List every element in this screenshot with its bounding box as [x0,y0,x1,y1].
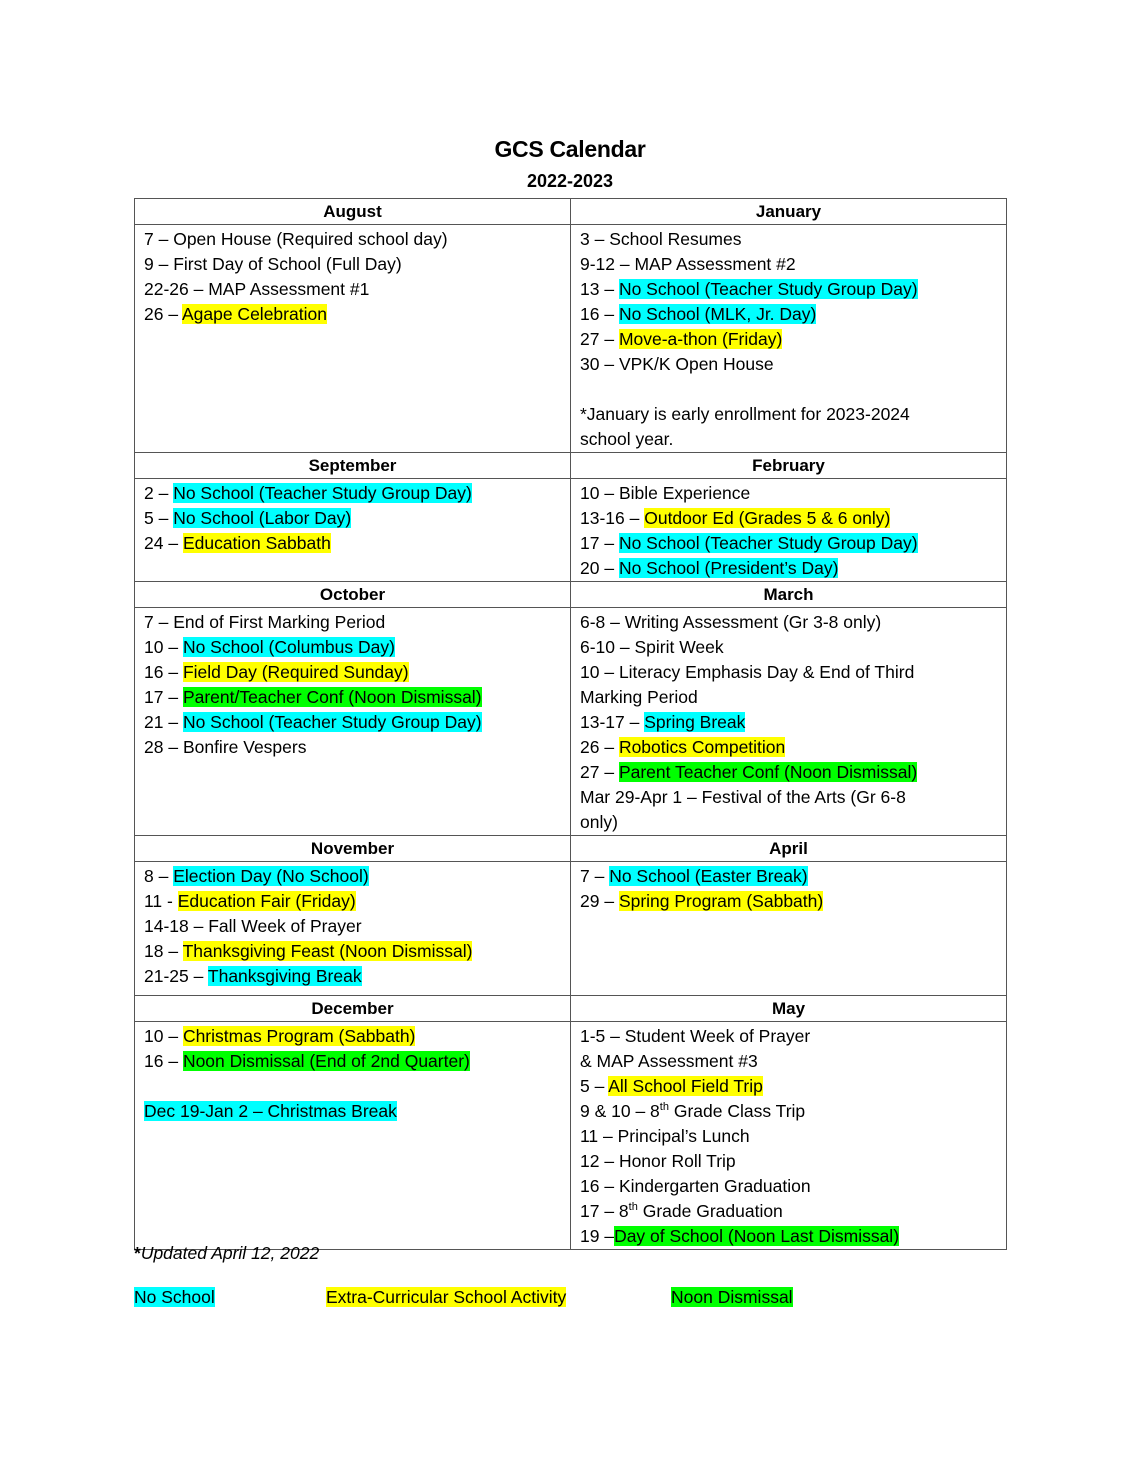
event-date: 21 – [144,712,183,732]
legend-noon-dismissal-label: Noon Dismissal [671,1287,793,1307]
event-date: 7 – [580,866,610,886]
event-description: Kindergarten Graduation [618,1176,811,1196]
event-date: 14-18 – [144,916,209,936]
event-item [580,610,1006,635]
calendar-table [134,198,1007,1250]
event-date: 16 – [580,1176,619,1196]
event-date: 7 – [144,229,174,249]
event-date: 11 – [580,1126,618,1146]
event-item [144,227,570,252]
event-description: Day of School (Noon Last Dismissal) [614,1226,900,1246]
event-item [580,252,1006,277]
month-heading-november: November [135,836,571,862]
event-date: 20 – [580,558,619,578]
event-item [144,939,570,964]
blank-line [144,1074,570,1099]
event-date: 10 – [144,1026,183,1046]
event-date: 3 – [580,229,610,249]
events-december [135,1022,571,1250]
event-description: No School (Easter Break) [609,866,808,886]
event-description: Noon Dismissal (End of 2nd Quarter) [182,1051,470,1071]
event-description: Festival of the Arts (Gr 6-8 [701,787,906,807]
month-events-row [135,225,1007,453]
event-date: 26 – [580,737,619,757]
event-date: 18 – [144,941,183,961]
event-item [144,252,570,277]
event-date: 29 – [580,891,619,911]
event-description: All School Field Trip [608,1076,763,1096]
event-item [144,914,570,939]
legend-noon-dismissal [671,1285,793,1309]
event-date: 30 – [580,354,619,374]
event-description: Christmas Program (Sabbath) [182,1026,416,1046]
event-date: 16 – [580,304,619,324]
event-date: 8 – [144,866,174,886]
event-description: Marking Period [580,687,698,707]
event-date: Mar 29-Apr 1 – [580,787,702,807]
document-title: GCS Calendar [494,136,646,162]
event-description: Grade Class Trip [668,1101,806,1121]
events-september [135,479,571,582]
month-header-row [135,836,1007,862]
event-item [580,735,1006,760]
event-item [580,556,1006,581]
event-date: 10 – [144,637,183,657]
event-date: 24 – [144,533,183,553]
event-item [580,1174,1006,1199]
event-description: Bible Experience [618,483,751,503]
event-description: Bonfire Vespers [182,737,307,757]
event-description: Robotics Competition [618,737,786,757]
event-description: Field Day (Required Sunday) [182,662,409,682]
month-events-row [135,1022,1007,1250]
event-item [580,810,1006,835]
event-item [144,481,570,506]
event-date: 2 – [144,483,174,503]
event-date: 22-26 – [144,279,209,299]
event-description: No School (Labor Day) [173,508,352,528]
event-item [580,531,1006,556]
event-item [580,302,1006,327]
month-heading-april: April [571,836,1007,862]
event-item [144,889,570,914]
event-date: 17 – 8 [580,1201,629,1221]
event-item [144,506,570,531]
event-description: No School (Teacher Study Group Day) [182,712,482,732]
events-november [135,862,571,996]
events-february [571,479,1007,582]
event-description: No School (MLK, Jr. Day) [618,304,817,324]
month-events-row [135,862,1007,996]
legend-extra-curricular [326,1285,566,1309]
event-item [144,1024,570,1049]
event-item [144,531,570,556]
month-heading-january: January [571,199,1007,225]
ordinal-suffix: th [628,1201,638,1214]
events-march [571,608,1007,836]
month-events-row [135,608,1007,836]
event-item [580,1074,1006,1099]
event-description: Election Day (No School) [173,866,369,886]
event-description: End of First Marking Period [173,612,386,632]
event-item [144,710,570,735]
month-heading-december: December [135,996,571,1022]
event-description: MAP Assessment #1 [208,279,370,299]
event-item [144,660,570,685]
events-august [135,225,571,453]
event-date: 9 – [144,254,174,274]
event-item [580,327,1006,352]
event-item [144,685,570,710]
event-item [580,889,1006,914]
event-description: Education Fair (Friday) [177,891,356,911]
event-item [144,1099,570,1124]
event-date: 6-10 – [580,637,635,657]
event-description: School Resumes [609,229,742,249]
event-date: 27 – [580,762,619,782]
event-description: Dec 19-Jan 2 – Christmas Break [144,1101,397,1121]
event-description: No School (Teacher Study Group Day) [618,533,918,553]
event-item [144,635,570,660]
event-description: Spring Program (Sabbath) [618,891,824,911]
events-january [571,225,1007,453]
event-item [144,735,570,760]
event-description: only) [580,812,618,832]
month-heading-august: August [135,199,571,225]
event-date: 13 – [580,279,619,299]
event-date: 28 – [144,737,183,757]
event-date: 21-25 – [144,966,208,986]
event-item [144,277,570,302]
event-date: 16 – [144,662,183,682]
month-header-row [135,453,1007,479]
event-item [580,352,1006,377]
event-date: 9-12 – [580,254,635,274]
event-description: Literacy Emphasis Day & End of Third [618,662,915,682]
event-item [580,277,1006,302]
month-heading-march: March [571,582,1007,608]
month-events-row [135,479,1007,582]
event-date: 7 – [144,612,174,632]
event-item [580,785,1006,810]
event-date: 26 – [144,304,182,324]
month-heading-september: September [135,453,571,479]
event-date: 17 – [580,533,619,553]
event-item [580,1049,1006,1074]
event-description: Move-a-thon (Friday) [618,329,783,349]
legend-no-school [134,1285,215,1309]
event-item [580,506,1006,531]
event-description: MAP Assessment #2 [634,254,796,274]
event-date: 9 & 10 – 8 [580,1101,660,1121]
event-description: Parent Teacher Conf (Noon Dismissal) [618,762,918,782]
event-description: Open House (Required school day) [173,229,448,249]
event-description: VPK/K Open House [618,354,774,374]
event-description: *January is early enrollment for 2023-2024 [580,404,910,424]
event-item [580,635,1006,660]
month-heading-october: October [135,582,571,608]
event-item [144,964,570,989]
event-description: & MAP Assessment #3 [580,1051,758,1071]
blank-line [580,377,1006,402]
event-date: 5 – [144,508,174,528]
event-item [580,481,1006,506]
event-item [144,864,570,889]
event-item [144,610,570,635]
updated-text: Updated April 12, 2022 [140,1243,320,1263]
event-description: Spirit Week [634,637,724,657]
event-date: 1-5 – [580,1026,625,1046]
event-item [580,227,1006,252]
events-october [135,608,571,836]
month-header-row [135,582,1007,608]
event-description: Student Week of Prayer [624,1026,811,1046]
event-description: No School (President’s Day) [618,558,839,578]
event-date: 5 – [580,1076,609,1096]
school-year: 2022-2023 [526,171,614,191]
event-description: No School (Teacher Study Group Day) [618,279,918,299]
event-description: Thanksgiving Feast (Noon Dismissal) [182,941,473,961]
event-date: 27 – [580,329,619,349]
event-item [144,1049,570,1074]
event-description: Parent/Teacher Conf (Noon Dismissal) [182,687,482,707]
event-date: 13-17 – [580,712,645,732]
event-description: Agape Celebration [181,304,327,324]
month-heading-february: February [571,453,1007,479]
event-date: 16 – [144,1051,183,1071]
event-item [580,427,1006,452]
month-header-row [135,996,1007,1022]
event-description: Honor Roll Trip [618,1151,736,1171]
legend-extra-curricular-label: Extra-Curricular School Activity [326,1287,567,1307]
event-date: 10 – [580,483,619,503]
event-item [580,1149,1006,1174]
event-date: 6-8 – [580,612,625,632]
event-item [580,1124,1006,1149]
event-item [580,660,1006,685]
event-description: Spring Break [644,712,746,732]
event-item [144,302,570,327]
event-date: 11 - [144,891,178,911]
month-header-row [135,199,1007,225]
event-date: 17 – [144,687,183,707]
events-april [571,862,1007,996]
event-description: Writing Assessment (Gr 3-8 only) [624,612,882,632]
event-item [580,864,1006,889]
event-description: Education Sabbath [182,533,331,553]
event-item [580,760,1006,785]
event-item [580,402,1006,427]
event-description: Principal’s Lunch [617,1126,750,1146]
event-date: 12 – [580,1151,619,1171]
event-item [580,685,1006,710]
event-description: Outdoor Ed (Grades 5 & 6 only) [644,508,891,528]
event-description: No School (Teacher Study Group Day) [173,483,472,503]
event-item [580,1099,1006,1124]
event-item [580,710,1006,735]
event-description: school year. [580,429,674,449]
updated-note [134,1243,319,1264]
event-item [580,1024,1006,1049]
legend-no-school-label: No School [134,1287,215,1307]
event-description: Grade Graduation [637,1201,783,1221]
event-date: 10 – [580,662,619,682]
event-description: Thanksgiving Break [207,966,362,986]
event-item [580,1224,1006,1249]
footnote-star: * [134,1243,141,1263]
event-item [580,1199,1006,1224]
ordinal-suffix: th [659,1101,669,1114]
event-description: First Day of School (Full Day) [173,254,402,274]
event-date: 19 – [580,1226,615,1246]
event-date: 13-16 – [580,508,645,528]
month-heading-may: May [571,996,1007,1022]
events-may [571,1022,1007,1250]
event-description: Fall Week of Prayer [208,916,362,936]
event-description: No School (Columbus Day) [182,637,395,657]
